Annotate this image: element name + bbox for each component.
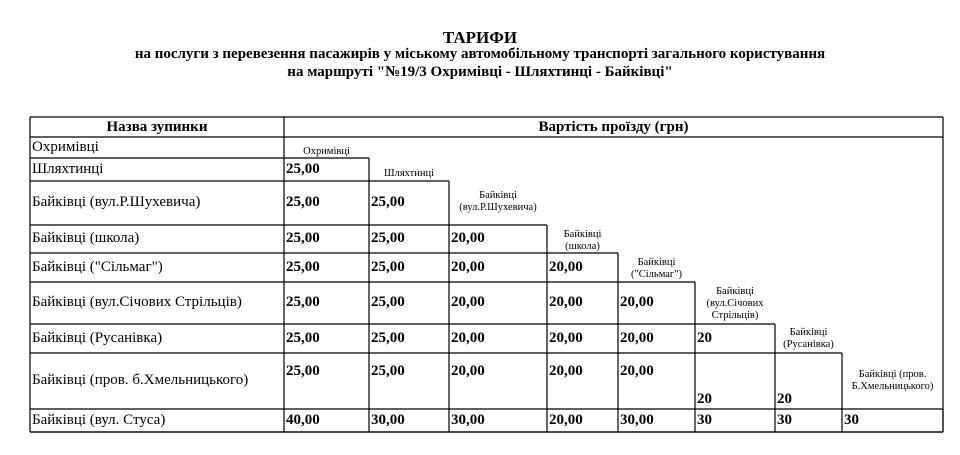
fare-value: 20,00 [620, 294, 654, 310]
fare-value: 20 [777, 391, 792, 407]
fare-value: 20,00 [451, 294, 485, 310]
fare-value: 25,00 [371, 329, 405, 346]
fare-value: 25,00 [371, 230, 405, 246]
fare-value: 25,00 [371, 363, 405, 379]
stop-name: Байківці (школа) [32, 230, 140, 246]
fare-value: 25,00 [371, 194, 405, 210]
stop-name: Охримівці [32, 138, 99, 155]
stop-name: Байківці (Русанівка) [32, 329, 163, 346]
fare-value: 30 [777, 411, 792, 428]
fare-value: 25,00 [371, 294, 405, 310]
fare-value: 25,00 [286, 160, 320, 177]
destination-label: Байківці (вул.Січових Стрільців) [706, 286, 764, 321]
fare-value: 25,00 [371, 258, 405, 275]
fare-value: 25,00 [286, 294, 320, 310]
fare-value: 40,00 [286, 411, 320, 428]
column-header-price: Вартість проїзду (грн) [538, 119, 689, 135]
fare-value: 30 [844, 411, 859, 428]
fare-value: 20,00 [549, 363, 583, 379]
stop-name: Байківці (вул.Р.Шухевича) [32, 194, 201, 210]
stop-name: Шляхтинці [32, 160, 104, 177]
fare-value: 20 [697, 391, 712, 407]
fare-value: 20 [697, 329, 712, 346]
stop-name: Байківці (пров. б.Хмельницького) [32, 372, 249, 388]
fare-value: 25,00 [286, 258, 320, 275]
column-header-stop: Назва зупинки [106, 119, 208, 135]
page-subtitle: на послуги з перевезення пасажирів у міському автомобільному транспорті загального користування [134, 46, 826, 62]
fare-value: 30,00 [620, 411, 654, 428]
fare-value: 25,00 [286, 194, 320, 210]
stop-name: Байківці ("Сільмаг") [32, 258, 163, 275]
page-title: ТАРИФИ [442, 28, 518, 47]
fare-value: 25,00 [286, 329, 320, 346]
fare-value: 25,00 [286, 363, 320, 379]
fare-value: 20,00 [549, 329, 583, 346]
fare-value: 20,00 [451, 258, 485, 275]
route-name: на маршруті "№19/3 Охримівці - Шляхтинці - Байківці" [287, 64, 673, 80]
destination-label: Охримівці [303, 146, 350, 157]
stop-name: Байківці (вул. Стуса) [32, 411, 166, 428]
fare-value: 20,00 [451, 329, 485, 346]
stop-name: Байківці (вул.Січових Стрільців) [32, 294, 242, 310]
fare-value: 30,00 [451, 411, 485, 428]
fare-value: 20,00 [549, 411, 583, 428]
fare-value: 30 [697, 411, 712, 428]
destination-label: Байківці (Русанівка) [783, 327, 834, 350]
fare-value: 20,00 [451, 363, 485, 379]
destination-label: Шляхтинці [383, 168, 434, 179]
fare-value: 20,00 [549, 258, 583, 275]
fare-value: 25,00 [286, 230, 320, 246]
destination-label: Байківці (вул.Р.Шухевича) [459, 190, 537, 213]
fare-value: 30,00 [371, 411, 405, 428]
destination-label: Байківці (школа) [563, 229, 602, 252]
destination-label: Байківці (пров. Б.Хмельницького) [851, 369, 934, 392]
fare-value: 20,00 [620, 363, 654, 379]
fare-value: 20,00 [620, 329, 654, 346]
destination-label: Байківці ("Сільмаг") [630, 257, 683, 280]
fare-value: 20,00 [549, 294, 583, 310]
fare-value: 20,00 [451, 230, 485, 246]
